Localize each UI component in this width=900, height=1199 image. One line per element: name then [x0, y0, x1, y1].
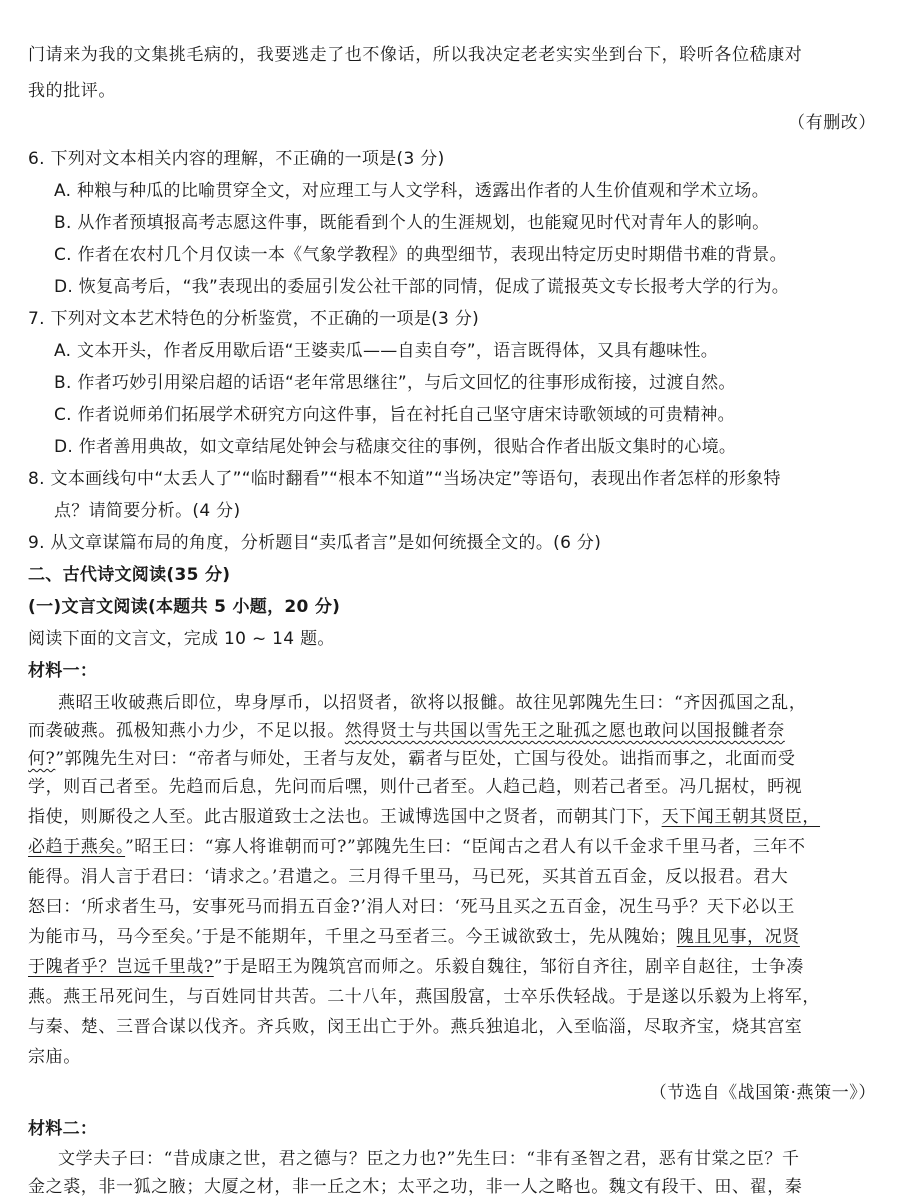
material-1-line-13: 宗庙。: [28, 1047, 81, 1067]
material-2-label: 材料二：: [28, 1119, 98, 1139]
material-1-line-12: 与秦、楚、三晋合谋以伐齐。齐兵败，闵王出亡于外。燕兵独追北，入至临淄，尽取齐宝，烧其宫室: [28, 1017, 803, 1037]
underlined-sentence-1: 天下闻王朝其贤臣，: [661, 807, 821, 827]
material-2-line-2: 金之裘，非一狐之腋；大厦之材，非一丘之木；太平之功，非一人之略也。魏文有段干、田、翟，秦: [28, 1177, 803, 1197]
question-6-option-a: A. 种粮与种瓜的比喻贯穿全文，对应理工与人文学科，透露出作者的人生价值观和学术立场。: [54, 181, 770, 201]
underlined-sentence-2-end: 于隗者乎？岂远千里哉?: [28, 957, 214, 977]
question-7-stem: 7. 下列对文本艺术特色的分析鉴赏，不正确的一项是(3 分): [28, 309, 480, 329]
material-1-line-1: 燕昭王收破燕后即位，卑身厚币，以招贤者，欲将以报雠。故往见郭隗先生曰：“齐因孤国之乱，: [58, 693, 807, 713]
question-9: 9. 从文章谋篇布局的角度，分析题目“卖瓜者言”是如何统摄全文的。(6 分): [28, 533, 602, 553]
material-1-text: ”郭隗先生对曰：“帝者与师处，王者与友处，霸者与臣处，亡国与役处。诎指而事之，北面而受: [55, 749, 796, 769]
question-7-option-d: D. 作者善用典故，如文章结尾处钟会与嵇康交往的事例，很贴合作者出版文集时的心境。: [54, 437, 737, 457]
wavy-underlined-sentence: 然得贤士与共国以雪先王之耻孤之愿也敢问以国报雠者奈: [344, 721, 785, 741]
material-1-text: 而袭破燕。孤极知燕小力少，不足以报。: [28, 721, 345, 741]
material-1-label: 材料一：: [28, 661, 98, 681]
material-1-line-5: [28, 806, 820, 828]
passage-tail-line-2: 我的批评。: [28, 81, 116, 101]
underlined-sentence-2: 隗且见事，况贤: [676, 927, 800, 947]
material-1-line-10: [28, 956, 804, 978]
material-1-line-7: 能得。涓人言于君曰：‘请求之。’君遣之。三月得千里马，马已死，买其首五百金，反以报君。君大: [28, 867, 789, 887]
material-1-line-6: [28, 836, 806, 858]
material-1-text: 为能市马，马今至矣。’于是不能期年，千里之马至者三。今王诚欲致士，先从隗始；: [28, 927, 677, 947]
material-1-line-2: [28, 720, 785, 742]
material-1-line-11: 燕。燕王吊死问生，与百姓同甘共苦。二十八年，燕国殷富，士卒乐佚轻战。于是遂以乐毅为上将军，: [28, 987, 820, 1007]
material-1-line-4: 学，则百己者至。先趋而后息，先问而后嘿，则什己者至。人趋己趋，则若己者至。冯几据杖，眄视: [28, 777, 803, 797]
question-6-option-c: C. 作者在农村几个月仅读一本《气象学教程》的典型细节，表现出特定历史时期借书难的背景。: [54, 245, 787, 265]
question-7-option-c: C. 作者说师弟们拓展学术研究方向这件事，旨在衬托自己坚守唐宋诗歌领域的可贵精神。: [54, 405, 735, 425]
material-1-source: （节选自《战国策·燕策一》）: [649, 1083, 876, 1103]
material-1-line-3: [28, 748, 796, 770]
question-7-option-b: B. 作者巧妙引用梁启超的话语“老年常思继往”，与后文回忆的往事形成衔接，过渡自然。: [54, 373, 736, 393]
wavy-underlined-sentence-end: 何?: [28, 749, 56, 769]
section-2-subsection-1: (一)文言文阅读(本题共 5 小题，20 分): [28, 597, 341, 617]
reading-instruction: 阅读下面的文言文，完成 10 ~ 14 题。: [28, 629, 335, 649]
question-6-stem: 6. 下列对文本相关内容的理解，不正确的一项是(3 分): [28, 149, 445, 169]
material-1-line-8: 怒曰：‘所求者生马，安事死马而捐五百金?’涓人对曰：‘死马且买之五百金，况生马乎？天下必以王: [28, 897, 795, 917]
question-8-line-2: 点？请简要分析。(4 分): [54, 501, 241, 521]
material-2-line-1: 文学夫子曰：“昔成康之世，君之德与？臣之力也?”先生曰：“非有圣智之君，恶有甘棠之臣？千: [58, 1149, 800, 1169]
question-6-option-b: B. 从作者预填报高考志愿这件事，既能看到个人的生涯规划，也能窥见时代对青年人的影响。: [54, 213, 770, 233]
material-1-text: 指使，则厮役之人至。此古服道致士之法也。王诚博选国中之贤者，而朝其门下，: [28, 807, 662, 827]
question-6-option-d: D. 恢复高考后，“我”表现出的委屈引发公社干部的同情，促成了谎报英文专长报考大学的行为。: [54, 277, 790, 297]
passage-source: （有删改）: [788, 113, 876, 133]
question-7-option-a: A. 文本开头，作者反用歇后语“王婆卖瓜——自卖自夸”，语言既得体，又具有趣味性。: [54, 341, 719, 361]
underlined-sentence-1-end: 必趋于燕矣。: [28, 837, 126, 857]
material-1-line-9: [28, 926, 800, 948]
material-1-text: ”于是昭王为隗筑宫而师之。乐毅自魏往，邹衍自齐往，剧辛自赵往，士争凑: [213, 957, 804, 977]
material-1-text: ”昭王曰：“寡人将谁朝而可?”郭隗先生曰：“臣闻古之君人有以千金求千里马者，三年不: [125, 837, 806, 857]
passage-tail-line-1: 门请来为我的文集挑毛病的，我要逃走了也不像话，所以我决定老老实实坐到台下，聆听各位嵇康对: [28, 45, 803, 65]
section-2-title: 二、古代诗文阅读(35 分): [28, 565, 231, 585]
question-8-line-1: 8. 文本画线句中“太丢人了”“临时翻看”“根本不知道”“当场决定”等语句，表现出作者怎样的形象特: [28, 469, 781, 489]
